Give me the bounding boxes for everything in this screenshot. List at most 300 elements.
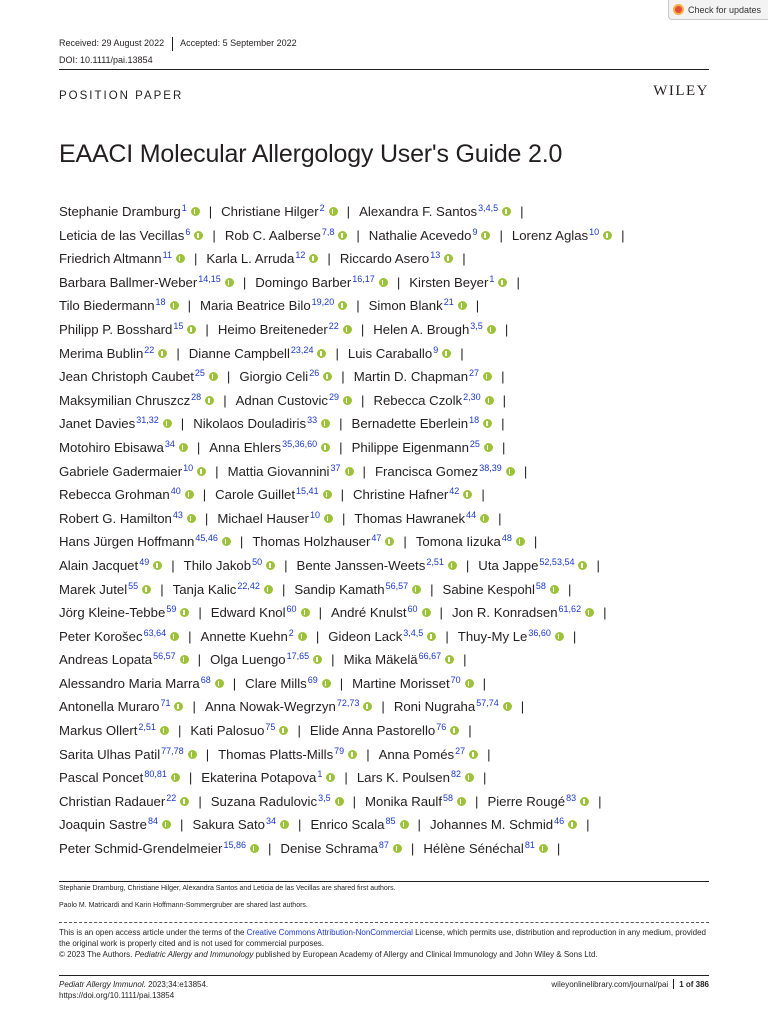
orcid-icon[interactable] bbox=[191, 207, 200, 216]
author-separator: | bbox=[504, 321, 509, 337]
affiliation-link[interactable]: 28 bbox=[191, 391, 202, 402]
orcid-icon[interactable] bbox=[162, 820, 171, 829]
author-name: Friedrich Altmann bbox=[59, 251, 162, 267]
orcid-icon[interactable] bbox=[188, 750, 197, 759]
affiliation-link[interactable]: 9 bbox=[472, 226, 478, 237]
author bbox=[59, 652, 189, 667]
orcid-icon[interactable] bbox=[445, 655, 454, 664]
orcid-icon[interactable] bbox=[317, 349, 326, 358]
author bbox=[193, 416, 330, 431]
author-name: Rebecca Grohman bbox=[59, 487, 170, 503]
orcid-icon[interactable] bbox=[323, 490, 332, 499]
affiliation-link[interactable]: 3,5 bbox=[318, 792, 331, 803]
orcid-icon[interactable] bbox=[170, 301, 179, 310]
author-name: Thilo Jakob bbox=[183, 557, 252, 573]
orcid-icon[interactable] bbox=[160, 726, 169, 735]
citation-journal: Pediatr Allergy Immunol. bbox=[59, 980, 146, 989]
author-line bbox=[59, 810, 714, 834]
author-line bbox=[59, 575, 714, 599]
journal-site-link[interactable]: wileyonlinelibrary.com/journal/pai bbox=[551, 979, 669, 989]
affiliation-link[interactable]: 14,15 bbox=[198, 273, 221, 284]
orcid-icon[interactable] bbox=[321, 443, 330, 452]
affiliation-link[interactable]: 2,30 bbox=[463, 391, 481, 402]
author bbox=[59, 629, 179, 644]
affiliation-link[interactable]: 70 bbox=[450, 674, 461, 685]
affiliation-link[interactable]: 22,42 bbox=[237, 580, 260, 591]
orcid-icon[interactable] bbox=[487, 325, 496, 334]
affiliation-link[interactable]: 75 bbox=[265, 722, 276, 733]
orcid-icon[interactable] bbox=[335, 797, 344, 806]
affiliation-link[interactable]: 36,60 bbox=[528, 627, 551, 638]
affiliation-link[interactable]: 83 bbox=[566, 792, 577, 803]
orcid-icon[interactable] bbox=[348, 750, 357, 759]
author-name: Thuy-My Le bbox=[457, 628, 528, 644]
author bbox=[255, 275, 388, 290]
author-separator: | bbox=[356, 227, 360, 243]
author-separator: | bbox=[475, 298, 480, 314]
affiliation-link[interactable]: 85 bbox=[385, 816, 396, 827]
orcid-icon[interactable] bbox=[469, 750, 478, 759]
cc-license-link[interactable]: Creative Commons Attribution-NonCommercial bbox=[246, 928, 413, 937]
orcid-icon[interactable] bbox=[502, 207, 511, 216]
affiliation-link[interactable]: 11 bbox=[162, 250, 172, 261]
affiliation-link[interactable]: 10 bbox=[183, 462, 194, 473]
author-separator: | bbox=[501, 369, 505, 385]
author-line bbox=[59, 787, 714, 811]
author-name: Christine Hafner bbox=[353, 487, 449, 503]
orcid-icon[interactable] bbox=[301, 608, 310, 617]
orcid-icon[interactable] bbox=[385, 537, 394, 546]
affiliation-link[interactable]: 2 bbox=[319, 203, 325, 213]
orcid-icon[interactable] bbox=[153, 561, 162, 570]
orcid-icon[interactable] bbox=[463, 490, 472, 499]
affiliation-link[interactable]: 7,8 bbox=[321, 226, 335, 237]
author-line bbox=[59, 622, 714, 646]
author bbox=[458, 629, 564, 644]
affiliation-link[interactable]: 58 bbox=[535, 580, 546, 591]
author-separator: | bbox=[327, 251, 331, 267]
orcid-icon[interactable] bbox=[343, 396, 352, 405]
orcid-icon[interactable] bbox=[158, 349, 167, 358]
orcid-icon[interactable] bbox=[458, 301, 467, 310]
affiliation-link[interactable]: 37 bbox=[330, 462, 341, 473]
orcid-icon[interactable] bbox=[498, 278, 507, 287]
orcid-icon[interactable] bbox=[603, 231, 612, 240]
orcid-icon[interactable] bbox=[506, 467, 515, 476]
affiliation-link[interactable]: 15,41 bbox=[296, 486, 319, 497]
affiliation-link[interactable]: 38,39 bbox=[479, 462, 502, 473]
orcid-icon[interactable] bbox=[550, 585, 559, 594]
affiliation-link[interactable]: 15 bbox=[173, 320, 184, 331]
orcid-icon[interactable] bbox=[483, 372, 492, 381]
author-line bbox=[59, 315, 714, 339]
affiliation-link[interactable]: 1 bbox=[317, 769, 323, 780]
orcid-icon[interactable] bbox=[205, 396, 214, 405]
affiliation-link[interactable]: 1 bbox=[181, 203, 187, 213]
author-separator: | bbox=[603, 605, 607, 621]
divider bbox=[172, 37, 173, 51]
orcid-icon[interactable] bbox=[555, 632, 564, 641]
orcid-icon[interactable] bbox=[338, 301, 347, 310]
affiliation-link[interactable]: 50 bbox=[252, 556, 263, 567]
footnote-rule bbox=[59, 881, 709, 882]
orcid-icon[interactable] bbox=[250, 844, 259, 853]
affiliation-link[interactable]: 60 bbox=[286, 604, 297, 615]
author-separator: | bbox=[341, 510, 346, 526]
affiliation-link[interactable]: 45,46 bbox=[195, 533, 218, 544]
affiliation-link[interactable]: 16,17 bbox=[352, 273, 375, 284]
author bbox=[206, 251, 318, 266]
author-separator: | bbox=[481, 487, 485, 503]
author-separator: | bbox=[239, 534, 244, 550]
author-separator: | bbox=[499, 227, 503, 243]
affiliation-link[interactable]: 77,78 bbox=[161, 745, 184, 756]
affiliation-link[interactable]: 44 bbox=[466, 509, 477, 520]
author bbox=[59, 464, 206, 479]
author bbox=[190, 723, 288, 738]
author bbox=[252, 534, 394, 549]
orcid-icon[interactable] bbox=[209, 372, 218, 381]
citation bbox=[59, 979, 208, 1001]
orcid-icon[interactable] bbox=[393, 844, 402, 853]
orcid-icon[interactable] bbox=[578, 561, 587, 570]
orcid-icon[interactable] bbox=[171, 773, 180, 782]
author bbox=[228, 464, 354, 479]
author-name: Pascal Poncet bbox=[59, 770, 144, 786]
affiliation-link[interactable]: 35,36,60 bbox=[282, 438, 318, 449]
check-for-updates-badge[interactable] bbox=[668, 0, 768, 20]
orcid-icon[interactable] bbox=[412, 585, 421, 594]
author-separator: | bbox=[340, 487, 345, 503]
author-separator: | bbox=[208, 204, 213, 219]
author-separator: | bbox=[188, 628, 192, 644]
affiliation-link[interactable]: 63,64 bbox=[143, 627, 167, 638]
author bbox=[310, 817, 408, 832]
orcid-icon[interactable] bbox=[585, 608, 594, 617]
author-separator: | bbox=[533, 534, 538, 550]
affiliation-link[interactable]: 31,32 bbox=[136, 415, 159, 426]
affiliation-link[interactable]: 17,65 bbox=[286, 651, 310, 662]
author-separator: | bbox=[482, 675, 487, 691]
affiliation-link[interactable]: 29 bbox=[329, 391, 340, 402]
author-name: Motohiro Ebisawa bbox=[59, 439, 164, 455]
affiliation-link[interactable]: 43 bbox=[172, 509, 183, 520]
affiliation-link[interactable]: 34 bbox=[164, 438, 175, 449]
affiliation-link[interactable]: 18 bbox=[469, 415, 480, 426]
affiliation-link[interactable]: 56,57 bbox=[385, 580, 409, 591]
author-name: Monika Raulf bbox=[365, 793, 442, 809]
orcid-icon[interactable] bbox=[539, 844, 548, 853]
author-separator: | bbox=[520, 204, 524, 219]
affiliation-link[interactable]: 22 bbox=[328, 320, 339, 331]
affiliation-link[interactable]: 10 bbox=[589, 226, 600, 237]
orcid-icon[interactable] bbox=[215, 679, 224, 688]
author bbox=[59, 228, 203, 243]
affiliation-link[interactable]: 52,53,54 bbox=[539, 556, 575, 567]
orcid-icon[interactable] bbox=[179, 443, 188, 452]
orcid-icon[interactable] bbox=[321, 419, 330, 428]
check-for-updates-label: Check for updates bbox=[688, 4, 762, 15]
author bbox=[201, 770, 335, 785]
page-number: 1 of 386 bbox=[679, 979, 709, 989]
affiliation-link[interactable]: 57,74 bbox=[476, 698, 499, 709]
citation-volume: 2023;34:e13854. bbox=[145, 980, 209, 989]
author bbox=[394, 699, 512, 714]
orcid-icon[interactable] bbox=[180, 655, 189, 664]
orcid-icon[interactable] bbox=[309, 254, 318, 263]
author bbox=[236, 393, 352, 408]
journal-name: Pediatric Allergy and Immunology bbox=[134, 950, 254, 959]
affiliation-link[interactable]: 80,81 bbox=[144, 769, 167, 780]
affiliation-link[interactable]: 6 bbox=[185, 226, 191, 237]
affiliation-link[interactable]: 25 bbox=[194, 368, 205, 379]
orcid-icon[interactable] bbox=[503, 702, 512, 711]
orcid-icon[interactable] bbox=[194, 231, 203, 240]
orcid-icon[interactable] bbox=[222, 537, 231, 546]
affiliation-link[interactable]: 15,86 bbox=[223, 840, 246, 851]
author bbox=[59, 416, 172, 431]
orcid-icon[interactable] bbox=[313, 655, 322, 664]
author bbox=[352, 440, 493, 455]
orcid-icon[interactable] bbox=[326, 773, 335, 782]
affiliation-link[interactable]: 84 bbox=[147, 816, 158, 827]
author-line bbox=[59, 480, 714, 504]
orcid-icon[interactable] bbox=[345, 467, 354, 476]
orcid-icon[interactable] bbox=[170, 632, 179, 641]
affiliation-link[interactable]: 2,51 bbox=[426, 556, 444, 567]
author-line bbox=[59, 551, 714, 575]
orcid-icon[interactable] bbox=[197, 467, 206, 476]
orcid-icon[interactable] bbox=[180, 608, 189, 617]
orcid-icon[interactable] bbox=[580, 797, 589, 806]
author-separator: | bbox=[267, 841, 272, 857]
orcid-icon[interactable] bbox=[298, 632, 307, 641]
affiliation-link[interactable]: 22 bbox=[144, 344, 155, 355]
affiliation-link[interactable]: 47 bbox=[371, 533, 382, 544]
affiliation-link[interactable]: 18 bbox=[155, 297, 166, 308]
orcid-icon[interactable] bbox=[485, 396, 494, 405]
affiliation-link[interactable]: 42 bbox=[449, 486, 460, 497]
update-icon bbox=[673, 4, 684, 15]
author-separator: | bbox=[360, 321, 365, 337]
affiliation-link[interactable]: 66,67 bbox=[418, 651, 442, 662]
author-name: Anna Ehlers bbox=[209, 439, 282, 455]
affiliation-link[interactable]: 82 bbox=[450, 769, 461, 780]
author-name: Tilo Biedermann bbox=[59, 298, 155, 314]
author-name: Marek Jutel bbox=[59, 581, 128, 597]
author bbox=[310, 723, 459, 738]
orcid-icon[interactable] bbox=[516, 537, 525, 546]
author-name: Stephanie Dramburg bbox=[59, 204, 181, 219]
author-separator: | bbox=[315, 628, 320, 644]
author-separator: | bbox=[339, 439, 343, 455]
orcid-icon[interactable] bbox=[322, 679, 331, 688]
affiliation-link[interactable]: 55 bbox=[128, 580, 139, 591]
affiliation-link[interactable]: 56,57 bbox=[153, 651, 176, 662]
author bbox=[59, 298, 179, 313]
doi-link[interactable]: https://doi.org/10.1111/pai.13854 bbox=[59, 991, 175, 1000]
affiliation-link[interactable]: 22 bbox=[166, 792, 177, 803]
author-name: Lorenz Aglas bbox=[511, 227, 589, 243]
orcid-icon[interactable] bbox=[343, 325, 352, 334]
orcid-icon[interactable] bbox=[185, 490, 194, 499]
affiliation-link[interactable]: 1 bbox=[489, 273, 495, 284]
orcid-icon[interactable] bbox=[163, 419, 172, 428]
orcid-icon[interactable] bbox=[379, 278, 388, 287]
orcid-icon[interactable] bbox=[484, 443, 493, 452]
author-name: Christian Radauer bbox=[59, 793, 166, 809]
affiliation-link[interactable]: 68 bbox=[200, 674, 211, 685]
author bbox=[59, 534, 231, 549]
orcid-icon[interactable] bbox=[279, 726, 288, 735]
author-name: Ekaterina Potapova bbox=[201, 770, 317, 786]
affiliation-link[interactable]: 69 bbox=[307, 674, 318, 685]
orcid-icon[interactable] bbox=[457, 797, 466, 806]
author bbox=[59, 440, 188, 455]
author bbox=[59, 841, 259, 856]
orcid-icon[interactable] bbox=[264, 585, 273, 594]
affiliation-link[interactable]: 26 bbox=[309, 368, 320, 379]
affiliation-link[interactable]: 21 bbox=[443, 297, 454, 308]
affiliation-link[interactable]: 27 bbox=[455, 745, 466, 756]
orcid-icon[interactable] bbox=[480, 514, 489, 523]
orcid-icon[interactable] bbox=[329, 207, 338, 216]
orcid-icon[interactable] bbox=[483, 419, 492, 428]
author-separator: | bbox=[202, 487, 207, 503]
author-separator: | bbox=[215, 463, 219, 479]
orcid-icon[interactable] bbox=[176, 254, 185, 263]
author bbox=[430, 817, 577, 832]
orcid-icon[interactable] bbox=[465, 773, 474, 782]
affiliation-link[interactable]: 2 bbox=[288, 627, 294, 638]
author-name: Pierre Rougé bbox=[487, 793, 566, 809]
affiliation-link[interactable]: 3,4,5 bbox=[478, 203, 499, 213]
author-separator: | bbox=[198, 793, 202, 809]
orcid-icon[interactable] bbox=[174, 702, 183, 711]
author-name: Alain Jacquet bbox=[59, 557, 139, 573]
author bbox=[423, 841, 547, 856]
affiliation-link[interactable]: 87 bbox=[378, 840, 389, 851]
orcid-icon[interactable] bbox=[324, 514, 333, 523]
affiliation-link[interactable]: 33 bbox=[307, 415, 318, 426]
footer-rule bbox=[59, 975, 709, 976]
author-name: Sakura Sato bbox=[192, 817, 266, 833]
author-name: Francisca Gomez bbox=[374, 463, 479, 479]
author bbox=[59, 511, 196, 526]
affiliation-link[interactable]: 72,73 bbox=[336, 698, 360, 709]
affiliation-link[interactable]: 23,24 bbox=[290, 344, 314, 355]
orcid-icon[interactable] bbox=[266, 561, 275, 570]
affiliation-link[interactable]: 58 bbox=[442, 792, 453, 803]
author-name: Kati Palosuo bbox=[190, 723, 265, 739]
orcid-icon[interactable] bbox=[481, 231, 490, 240]
affiliation-link[interactable]: 71 bbox=[160, 698, 171, 709]
author-separator: | bbox=[339, 675, 344, 691]
orcid-icon[interactable] bbox=[338, 231, 347, 240]
orcid-icon[interactable] bbox=[465, 679, 474, 688]
orcid-icon[interactable] bbox=[323, 372, 332, 381]
divider bbox=[673, 979, 674, 989]
author-separator: | bbox=[523, 463, 528, 479]
affiliation-link[interactable]: 25 bbox=[469, 438, 480, 449]
affiliation-link[interactable]: 61,62 bbox=[558, 604, 582, 615]
footer-right bbox=[551, 979, 709, 989]
orcid-icon[interactable] bbox=[187, 514, 196, 523]
orcid-icon[interactable] bbox=[225, 278, 234, 287]
orcid-icon[interactable] bbox=[400, 820, 409, 829]
author-separator: | bbox=[197, 652, 202, 668]
author-line bbox=[59, 598, 714, 622]
author-line bbox=[59, 433, 714, 457]
orcid-icon[interactable] bbox=[187, 325, 196, 334]
affiliation-link[interactable]: 3,5 bbox=[470, 320, 483, 331]
orcid-icon[interactable] bbox=[422, 608, 431, 617]
affiliation-link[interactable]: 9 bbox=[433, 344, 439, 355]
orcid-icon[interactable] bbox=[142, 585, 151, 594]
author-separator: | bbox=[598, 793, 602, 809]
orcid-icon[interactable] bbox=[444, 254, 453, 263]
affiliation-link[interactable]: 59 bbox=[166, 604, 177, 615]
affiliation-link[interactable]: 76 bbox=[436, 722, 447, 733]
author bbox=[59, 747, 197, 762]
affiliation-link[interactable]: 60 bbox=[407, 604, 418, 615]
orcid-icon[interactable] bbox=[280, 820, 289, 829]
author-name: Sabine Kespohl bbox=[442, 581, 535, 597]
author bbox=[354, 511, 489, 526]
author-separator: | bbox=[192, 699, 196, 715]
affiliation-link[interactable]: 2,51 bbox=[138, 722, 156, 733]
affiliation-link[interactable]: 27 bbox=[469, 368, 480, 379]
author bbox=[369, 228, 491, 243]
affiliation-link[interactable]: 48 bbox=[501, 533, 512, 544]
affiliation-link[interactable]: 40 bbox=[170, 486, 181, 497]
orcid-icon[interactable] bbox=[450, 726, 459, 735]
author-name: Nathalie Acevedo bbox=[368, 227, 472, 243]
affiliation-link[interactable]: 34 bbox=[266, 816, 277, 827]
affiliation-link[interactable]: 13 bbox=[430, 250, 441, 261]
affiliation-link[interactable]: 79 bbox=[334, 745, 345, 756]
author bbox=[452, 605, 594, 620]
author bbox=[221, 204, 338, 219]
author-name: Peter Korošec bbox=[59, 628, 143, 644]
affiliation-link[interactable]: 81 bbox=[524, 840, 535, 851]
affiliation-link[interactable]: 12 bbox=[295, 250, 306, 261]
orcid-icon[interactable] bbox=[363, 702, 372, 711]
affiliation-link[interactable]: 10 bbox=[309, 509, 320, 520]
affiliation-link[interactable]: 3,4,5 bbox=[403, 627, 424, 638]
orcid-icon[interactable] bbox=[427, 632, 436, 641]
orcid-icon[interactable] bbox=[448, 561, 457, 570]
author bbox=[359, 204, 511, 219]
author-name: Bente Janssen-Weets bbox=[296, 557, 426, 573]
author-separator: | bbox=[205, 321, 209, 337]
author-name: Jean Christoph Caubet bbox=[59, 369, 194, 385]
author-name: Rob C. Aalberse bbox=[224, 227, 321, 243]
author-separator: | bbox=[482, 770, 487, 786]
author bbox=[59, 699, 183, 714]
affiliation-link[interactable]: 49 bbox=[139, 556, 150, 567]
affiliation-link[interactable]: 19,20 bbox=[311, 297, 335, 308]
orcid-icon[interactable] bbox=[568, 820, 577, 829]
author-separator: | bbox=[180, 416, 185, 432]
orcid-icon[interactable] bbox=[442, 349, 451, 358]
author-separator: | bbox=[417, 817, 421, 833]
author-line bbox=[59, 197, 714, 221]
author bbox=[409, 275, 507, 290]
affiliation-link[interactable]: 46 bbox=[554, 816, 565, 827]
orcid-icon[interactable] bbox=[180, 797, 189, 806]
author-separator: | bbox=[621, 227, 625, 243]
